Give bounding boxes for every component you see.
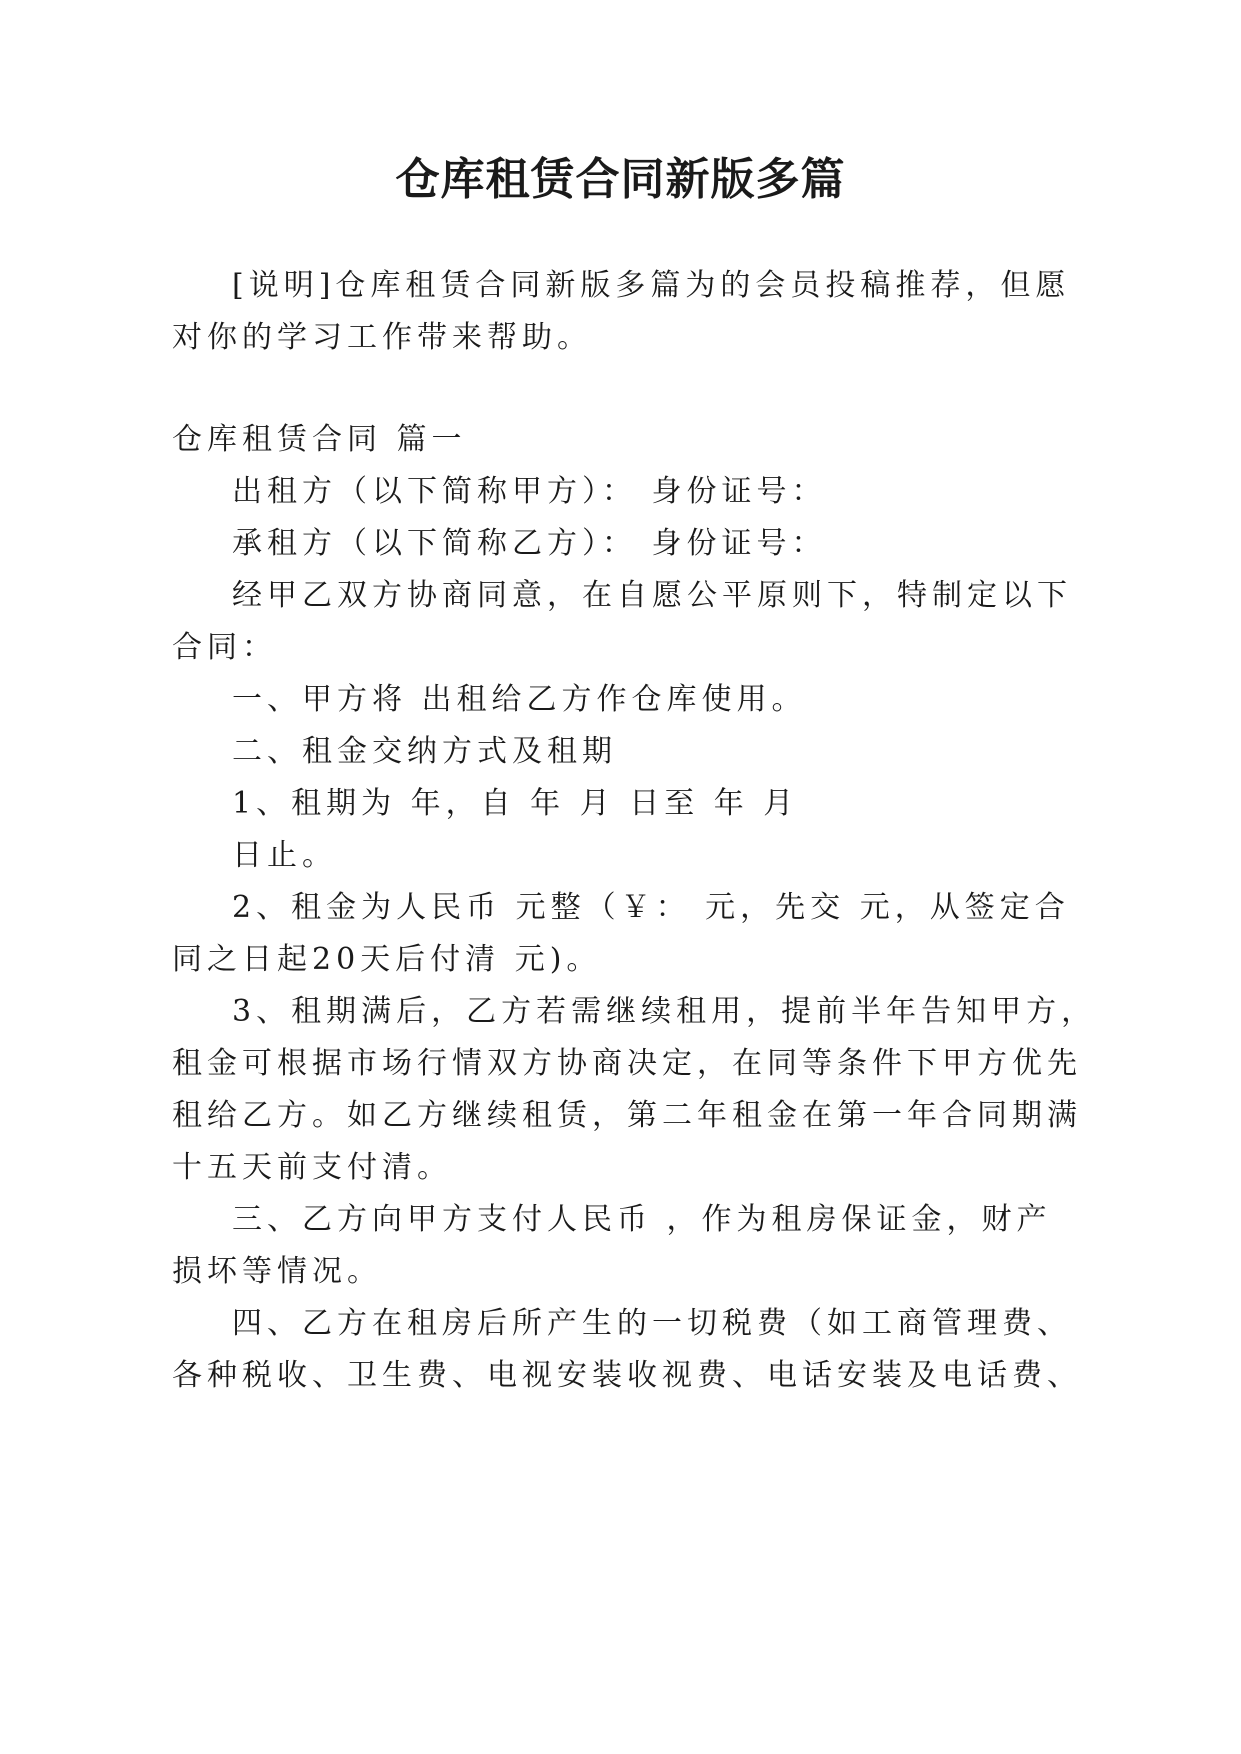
clause-4-line-1: 四、乙方在租房后所产生的一切税费（如工商管理费、: [232, 1306, 1072, 1341]
clause-2-2-line-1: 2、租金为人民币 元整（￥： 元，先交 元，从签定合: [232, 890, 1070, 925]
lessee-line: 承租方（以下简称乙方）： 身份证号：: [232, 526, 827, 561]
clause-2-3-line-4: 十五天前支付清。: [172, 1150, 452, 1185]
clause-2-2-line-2: 同之日起20天后付清 元)。: [172, 942, 602, 977]
clause-1: 一、甲方将 出租给乙方作仓库使用。: [232, 682, 807, 717]
clause-2-heading: 二、租金交纳方式及租期: [232, 734, 617, 769]
clause-2-1-line-2: 日止。: [232, 838, 337, 873]
clause-2-1-line-1: 1、租期为 年，自 年 月 日至 年 月: [232, 786, 799, 821]
paragraph-line: 合同：: [172, 630, 277, 665]
clause-3-line-1: 三、乙方向甲方支付人民币 ，作为租房保证金，财产: [232, 1202, 1052, 1237]
section-heading: 仓库租赁合同 篇一: [172, 422, 467, 457]
clause-2-3-line-3: 租给乙方。如乙方继续租赁，第二年租金在第一年合同期满: [172, 1098, 1082, 1133]
lessor-line: 出租方（以下简称甲方）： 身份证号：: [232, 474, 827, 509]
clause-3-line-2: 损坏等情况。: [172, 1254, 382, 1289]
intro-line-2: 对你的学习工作带来帮助。: [172, 320, 592, 355]
document-title: 仓库租赁合同新版多篇: [395, 154, 846, 205]
clause-4-line-2: 各种税收、卫生费、电视安装收视费、电话安装及电话费、: [172, 1358, 1082, 1393]
clause-2-3-line-1: 3、租期满后，乙方若需继续租用，提前半年告知甲方，: [232, 994, 1097, 1029]
paragraph-line: 经甲乙双方协商同意，在自愿公平原则下，特制定以下: [232, 578, 1072, 613]
clause-2-3-line-2: 租金可根据市场行情双方协商决定，在同等条件下甲方优先: [172, 1046, 1082, 1081]
intro-line-1: [说明]仓库租赁合同新版多篇为的会员投稿推荐，但愿: [232, 268, 1071, 303]
